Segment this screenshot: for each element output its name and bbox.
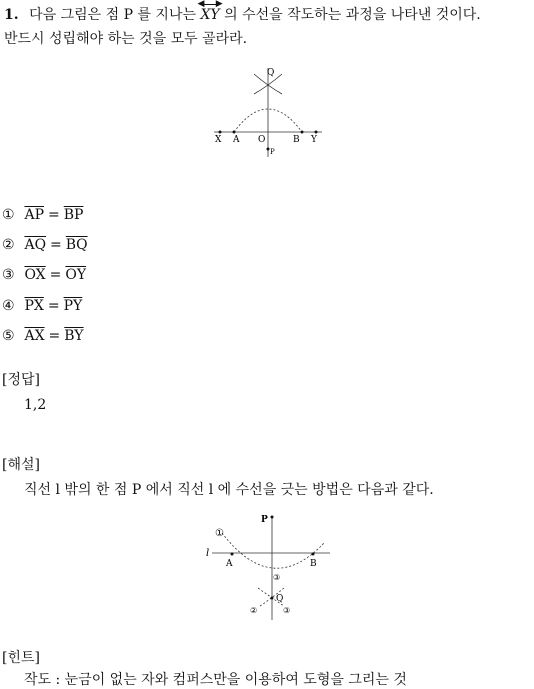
option-4[interactable] [2, 297, 82, 315]
explanation-text: 직선 l 밖의 한 점 P 에서 직선 l 에 수선을 긋는 방법은 다음과 같다. [24, 482, 434, 498]
equals-sign: = [47, 207, 60, 223]
label-b: B [310, 559, 317, 569]
option-5[interactable] [2, 327, 84, 345]
segment-left: $\overline{AP}$ [24, 207, 44, 223]
segment-right: $\overline{OY}$ [65, 267, 87, 283]
equals-sign: = [48, 328, 61, 344]
segment-right: $\overline{BY}$ [64, 328, 84, 344]
equals-sign: = [49, 267, 62, 283]
label-a: A [226, 559, 233, 569]
question-line-1 [4, 0, 481, 24]
question-text-a: 다음 그림은 점 P 를 지나는 [29, 7, 196, 23]
label-p: P [270, 148, 275, 156]
arc-1 [222, 533, 324, 568]
segment-left: $\overline{AQ}$ [24, 237, 47, 253]
point-x [219, 131, 222, 134]
segment-left: $\overline{AX}$ [24, 328, 45, 344]
option-mark: ② [2, 237, 15, 253]
option-mark: ⑤ [2, 328, 15, 344]
label-p: P [261, 515, 268, 525]
construction-figure-2 [200, 506, 340, 624]
label-step-3b: ③ [283, 606, 291, 615]
segment-right: $\overline{BP}$ [63, 207, 84, 223]
point-b [312, 553, 315, 556]
label-step-2: ② [250, 606, 258, 615]
hint-text: 작도 : 눈금이 없는 자와 컴퍼스만을 이용하여 도형을 그리는 것 [24, 672, 407, 688]
option-3[interactable] [2, 266, 86, 284]
label-l: l [206, 548, 210, 559]
segment-right: $\overline{PY}$ [63, 298, 83, 314]
line-xy-notation [197, 0, 223, 24]
point-y [315, 131, 318, 134]
label-o: O [258, 135, 266, 145]
label-a: A [233, 135, 240, 145]
segment-left: $\overline{OX}$ [24, 267, 46, 283]
point-p [271, 516, 274, 519]
segment-left: $\overline{PX}$ [24, 298, 44, 314]
equals-sign: = [47, 298, 60, 314]
label-step-1: ① [215, 528, 224, 539]
option-mark: ① [2, 207, 15, 223]
label-step-3: ③ [273, 573, 281, 582]
point-a [231, 553, 234, 556]
construction-figure-1 [210, 62, 330, 162]
right-arrow-icon: ▶ [215, 0, 223, 9]
label-q: Q [276, 594, 284, 604]
question-line-2: 반드시 성립해야 하는 것을 모두 골라라. [4, 31, 248, 47]
option-1[interactable] [2, 206, 83, 224]
line-xy-label: XY [200, 7, 220, 23]
label-y: Y [311, 135, 317, 145]
answer-value: 1,2 [24, 397, 47, 413]
segment-right: $\overline{BQ}$ [65, 237, 88, 253]
left-arrow-icon: ◀ [197, 0, 205, 9]
hint-heading: [힌트] [2, 650, 40, 666]
option-2[interactable] [2, 236, 88, 254]
question-text-b: 의 수선을 작도하는 과정을 나타낸 것이다. [224, 7, 481, 23]
label-x: X [215, 135, 222, 145]
point-b [301, 131, 304, 134]
option-mark: ③ [2, 267, 15, 283]
equals-sign: = [50, 237, 62, 253]
label-q: Q [267, 68, 275, 78]
label-b: B [293, 135, 300, 145]
point-a [233, 131, 236, 134]
answer-heading: [정답] [2, 372, 40, 388]
option-mark: ④ [2, 298, 15, 314]
question-number: 1. [4, 7, 19, 23]
explanation-heading: [해설] [2, 457, 40, 473]
point-q [271, 597, 274, 600]
